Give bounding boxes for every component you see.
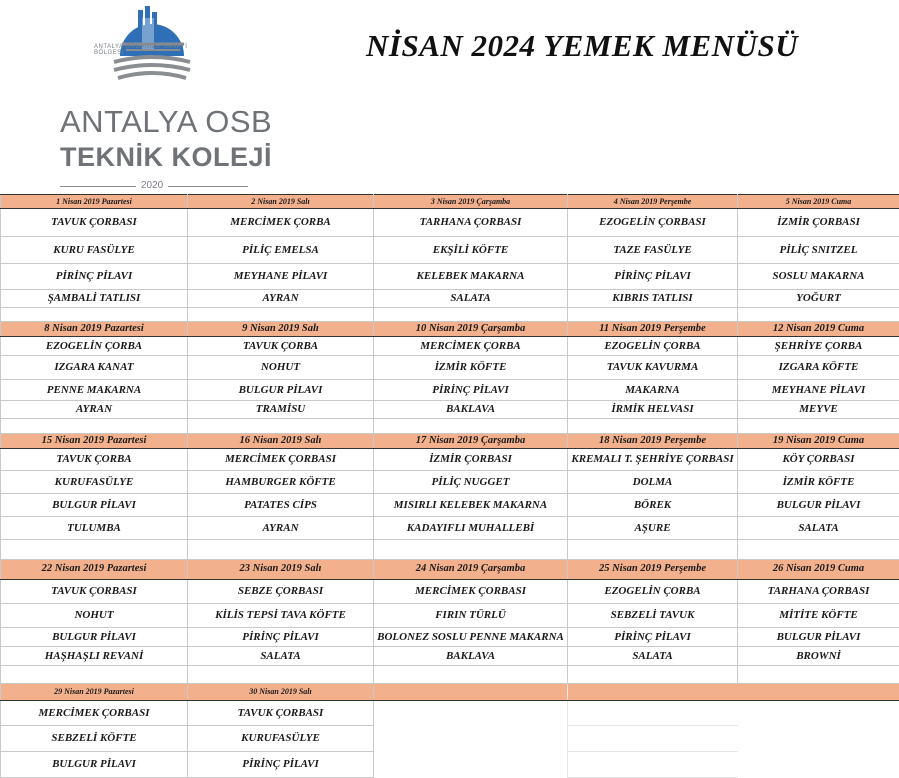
menu-row <box>1 628 899 647</box>
menu-item: KİLİS TEPSİ TAVA KÖFTE <box>188 604 374 628</box>
day-header: 30 Nisan 2019 Salı <box>188 684 374 701</box>
empty-cell <box>568 308 738 322</box>
empty-cell <box>568 726 738 752</box>
menu-item: İZMİR ÇORBASI <box>738 209 899 237</box>
menu-item: İRMİK HELVASI <box>568 401 738 419</box>
empty-cell <box>568 666 738 684</box>
menu-item: MEYVE <box>738 401 899 419</box>
empty-cell <box>738 726 899 752</box>
menu-item: SALATA <box>188 647 374 666</box>
menu-item: KURUFASÜLYE <box>188 726 374 752</box>
empty-cell <box>738 308 899 322</box>
empty-cell <box>568 419 738 434</box>
menu-item: SALATA <box>738 517 899 540</box>
menu-item: KADAYIFLI MUHALLEBİ <box>374 517 568 540</box>
day-header: 16 Nisan 2019 Salı <box>188 434 374 449</box>
menu-item: BULGUR PİLAVI <box>188 380 374 401</box>
spacer-row <box>1 419 899 434</box>
day-header: 19 Nisan 2019 Cuma <box>738 434 899 449</box>
menu-row <box>1 449 899 471</box>
empty-cell <box>568 540 738 560</box>
menu-row <box>1 494 899 517</box>
menu-item: TAZE FASÜLYE <box>568 237 738 264</box>
day-header: 10 Nisan 2019 Çarşamba <box>374 322 568 337</box>
menu-item: PİRİNÇ PİLAVI <box>568 628 738 647</box>
day-header: 17 Nisan 2019 Çarşamba <box>374 434 568 449</box>
menu-item: BULGUR PİLAVI <box>1 752 188 778</box>
menu-item: İZMİR KÖFTE <box>374 356 568 380</box>
menu-item: YOĞURT <box>738 290 899 308</box>
empty-cell <box>188 666 374 684</box>
menu-row <box>1 701 899 726</box>
empty-cell <box>568 684 738 701</box>
empty-cell <box>738 419 899 434</box>
menu-item: PİLİÇ NUGGET <box>374 471 568 494</box>
menu-item: MISIRLI KELEBEK MAKARNA <box>374 494 568 517</box>
menu-item: TRAMİSU <box>188 401 374 419</box>
empty-cell <box>1 666 188 684</box>
logo-line-1: ANTALYA OSB <box>60 104 273 139</box>
menu-item: PİRİNÇ PİLAVI <box>374 380 568 401</box>
menu-row <box>1 380 899 401</box>
menu-row <box>1 647 899 666</box>
menu-row <box>1 264 899 290</box>
logo-year: 2020 <box>136 180 168 191</box>
menu-item: ŞEHRİYE ÇORBA <box>738 337 899 356</box>
day-header: 29 Nisan 2019 Pazartesi <box>1 684 188 701</box>
menu-item: MEYHANE PİLAVI <box>738 380 899 401</box>
empty-cell <box>374 752 568 778</box>
empty-cell <box>738 701 899 726</box>
menu-item: TAVUK ÇORBASI <box>188 701 374 726</box>
menu-item: MERCİMEK ÇORBASI <box>188 449 374 471</box>
day-header: 23 Nisan 2019 Salı <box>188 560 374 580</box>
menu-item: MERCİMEK ÇORBASI <box>1 701 188 726</box>
menu-row <box>1 337 899 356</box>
menu-item: NOHUT <box>1 604 188 628</box>
menu-item: TAVUK KAVURMA <box>568 356 738 380</box>
day-header: 18 Nisan 2019 Perşembe <box>568 434 738 449</box>
menu-row <box>1 471 899 494</box>
menu-item: PENNE MAKARNA <box>1 380 188 401</box>
menu-item: PATATES CİPS <box>188 494 374 517</box>
menu-item: PİRİNÇ PİLAVI <box>188 628 374 647</box>
menu-item: BULGUR PİLAVI <box>738 494 899 517</box>
menu-item: İZMİR KÖFTE <box>738 471 899 494</box>
menu-item: BAKLAVA <box>374 647 568 666</box>
day-header: 4 Nisan 2019 Perşembe <box>568 195 738 209</box>
empty-cell <box>374 308 568 322</box>
menu-item: KREMALI T. ŞEHRİYE ÇORBASI <box>568 449 738 471</box>
menu-item: SEBZE ÇORBASI <box>188 580 374 604</box>
menu-item: EKŞİLİ KÖFTE <box>374 237 568 264</box>
week-1-header <box>1 195 899 209</box>
menu-item: PİRİNÇ PİLAVI <box>568 264 738 290</box>
logo-arc-text: ANTALYA ORGANİZE SANAYİ BÖLGESİ <box>94 44 188 56</box>
menu-item: PİLİÇ EMELSA <box>188 237 374 264</box>
menu-item: KIBRIS TATLISI <box>568 290 738 308</box>
menu-item: TARHANA ÇORBASI <box>374 209 568 237</box>
empty-cell <box>374 726 568 752</box>
spacer-row <box>1 666 899 684</box>
menu-item: SALATA <box>568 647 738 666</box>
menu-item: MEYHANE PİLAVI <box>188 264 374 290</box>
menu-item: TAVUK ÇORBA <box>1 449 188 471</box>
day-header: 8 Nisan 2019 Pazartesi <box>1 322 188 337</box>
menu-item: KURU FASÜLYE <box>1 237 188 264</box>
menu-item: MAKARNA <box>568 380 738 401</box>
empty-cell <box>188 419 374 434</box>
menu-row <box>1 580 899 604</box>
menu-item: KURUFASÜLYE <box>1 471 188 494</box>
empty-cell <box>1 308 188 322</box>
menu-item: SEBZELİ KÖFTE <box>1 726 188 752</box>
menu-item: İZMİR ÇORBASI <box>374 449 568 471</box>
empty-cell <box>1 540 188 560</box>
menu-item: FIRIN TÜRLÜ <box>374 604 568 628</box>
menu-item: NOHUT <box>188 356 374 380</box>
school-logo <box>56 4 273 191</box>
menu-item: IZGARA KÖFTE <box>738 356 899 380</box>
menu-item: KELEBEK MAKARNA <box>374 264 568 290</box>
logo-line-2: TEKNİK KOLEJİ <box>60 142 273 172</box>
day-header: 24 Nisan 2019 Çarşamba <box>374 560 568 580</box>
empty-cell <box>188 540 374 560</box>
menu-table <box>0 194 899 778</box>
empty-cell <box>188 308 374 322</box>
day-header: 12 Nisan 2019 Cuma <box>738 322 899 337</box>
empty-cell <box>568 701 738 726</box>
menu-item: AŞURE <box>568 517 738 540</box>
day-header: 26 Nisan 2019 Cuma <box>738 560 899 580</box>
empty-cell <box>738 752 899 778</box>
menu-item: IZGARA KANAT <box>1 356 188 380</box>
menu-item: BULGUR PİLAVI <box>738 628 899 647</box>
menu-item: TARHANA ÇORBASI <box>738 580 899 604</box>
menu-item: BULGUR PİLAVI <box>1 494 188 517</box>
week-4-header <box>1 560 899 580</box>
menu-item: AYRAN <box>188 290 374 308</box>
day-header: 11 Nisan 2019 Perşembe <box>568 322 738 337</box>
day-header: 3 Nisan 2019 Çarşamba <box>374 195 568 209</box>
menu-row <box>1 604 899 628</box>
day-header: 22 Nisan 2019 Pazartesi <box>1 560 188 580</box>
menu-item: HAŞHAŞLI REVANİ <box>1 647 188 666</box>
day-header: 9 Nisan 2019 Salı <box>188 322 374 337</box>
menu-item: AYRAN <box>1 401 188 419</box>
menu-item: DOLMA <box>568 471 738 494</box>
empty-cell <box>568 752 738 778</box>
menu-item: BROWNİ <box>738 647 899 666</box>
menu-item: PİRİNÇ PİLAVI <box>1 264 188 290</box>
menu-item: MİTİTE KÖFTE <box>738 604 899 628</box>
menu-item: MERCİMEK ÇORBA <box>374 337 568 356</box>
menu-item: KÖY ÇORBASI <box>738 449 899 471</box>
menu-item: ŞAMBALİ TATLISI <box>1 290 188 308</box>
empty-cell <box>374 419 568 434</box>
menu-item: PİLİÇ SNITZEL <box>738 237 899 264</box>
week-2-header <box>1 322 899 337</box>
menu-item: SOSLU MAKARNA <box>738 264 899 290</box>
menu-row <box>1 209 899 237</box>
menu-item: BULGUR PİLAVI <box>1 628 188 647</box>
spacer-row <box>1 540 899 560</box>
menu-item: TAVUK ÇORBA <box>188 337 374 356</box>
day-header: 25 Nisan 2019 Perşembe <box>568 560 738 580</box>
page-title: NİSAN 2024 YEMEK MENÜSÜ <box>366 28 799 63</box>
day-header: 1 Nisan 2019 Pazartesi <box>1 195 188 209</box>
empty-cell <box>738 540 899 560</box>
menu-item: SEBZELİ TAVUK <box>568 604 738 628</box>
empty-cell <box>374 701 568 726</box>
menu-item: AYRAN <box>188 517 374 540</box>
spacer-row <box>1 308 899 322</box>
week-3-header <box>1 434 899 449</box>
day-header: 2 Nisan 2019 Salı <box>188 195 374 209</box>
menu-item: MERCİMEK ÇORBA <box>188 209 374 237</box>
menu-item: MERCİMEK ÇORBASI <box>374 580 568 604</box>
menu-row <box>1 752 899 778</box>
menu-row <box>1 356 899 380</box>
menu-item: BÖREK <box>568 494 738 517</box>
menu-item: EZOGELİN ÇORBA <box>568 580 738 604</box>
menu-row <box>1 290 899 308</box>
day-header: 5 Nisan 2019 Cuma <box>738 195 899 209</box>
day-header: 15 Nisan 2019 Pazartesi <box>1 434 188 449</box>
week-5-header <box>1 684 899 701</box>
empty-cell <box>738 684 899 701</box>
menu-item: EZOGELİN ÇORBASI <box>568 209 738 237</box>
menu-row <box>1 726 899 752</box>
menu-item: EZOGELİN ÇORBA <box>568 337 738 356</box>
menu-item: SALATA <box>374 290 568 308</box>
menu-item: BAKLAVA <box>374 401 568 419</box>
empty-cell <box>1 419 188 434</box>
menu-item: BOLONEZ SOSLU PENNE MAKARNA <box>374 628 568 647</box>
menu-row <box>1 517 899 540</box>
empty-cell <box>374 684 568 701</box>
menu-item: TAVUK ÇORBASI <box>1 209 188 237</box>
menu-row <box>1 401 899 419</box>
menu-item: HAMBURGER KÖFTE <box>188 471 374 494</box>
menu-row <box>1 237 899 264</box>
empty-cell <box>738 666 899 684</box>
menu-item: TULUMBA <box>1 517 188 540</box>
empty-cell <box>374 540 568 560</box>
menu-item: PİRİNÇ PİLAVI <box>188 752 374 778</box>
menu-item: TAVUK ÇORBASI <box>1 580 188 604</box>
empty-cell <box>374 666 568 684</box>
menu-item: EZOGELİN ÇORBA <box>1 337 188 356</box>
